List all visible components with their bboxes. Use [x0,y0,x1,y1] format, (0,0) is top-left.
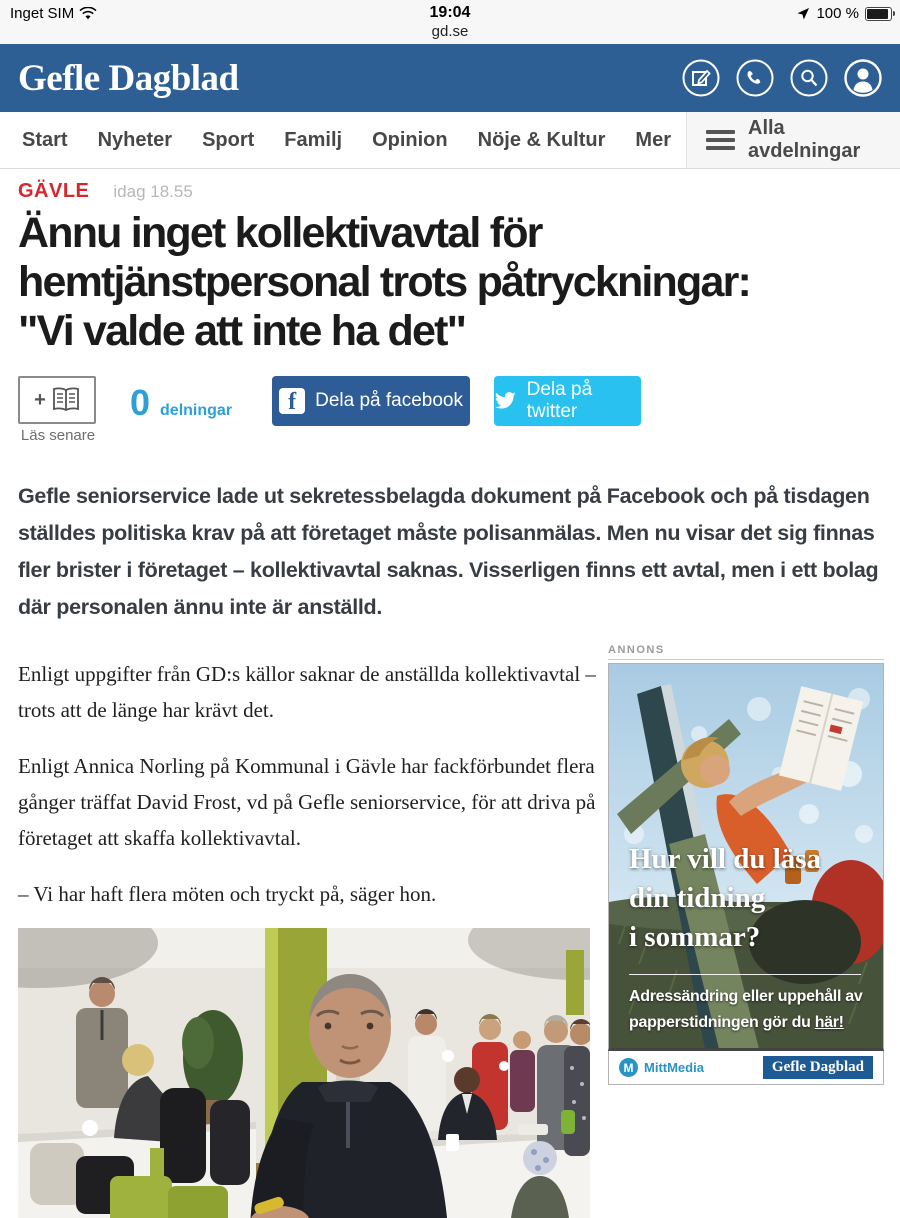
ad-body-line-prefix: papperstidningen gör du [629,1014,815,1031]
ad-label: ANNONS [608,644,884,660]
headline-line: hemtjänstpersonal trots påtryckningar: [18,258,751,306]
ad-region [608,644,884,1085]
share-count-number: 0 [130,382,151,423]
hamburger-icon [706,126,735,154]
battery-percentage: 100 % [816,5,859,22]
carrier-label: Inget SIM [10,5,75,22]
ad-headline-line: Hur vill du läsa [629,843,822,875]
share-count [130,382,232,424]
twitter-share-label: Dela på twitter [526,379,593,422]
mittmedia-icon: M [619,1058,638,1077]
article-paragraph: – Vi har haft flera möten och tryckt på, säger hon. [18,882,437,906]
url-bar[interactable]: gd.se [431,23,469,40]
site-logo[interactable]: Gefle Dagblad [18,57,239,99]
gefle-dagblad-logo[interactable]: Gefle Dagblad [763,1056,873,1079]
profile-icon[interactable] [844,59,882,97]
facebook-share-button[interactable] [272,376,470,426]
twitter-icon [494,391,517,411]
search-icon[interactable] [790,59,828,97]
clock: 19:04 [429,4,471,21]
location-icon [796,7,810,21]
share-count-label: delningar [160,402,233,419]
ad-link[interactable]: här! [814,1014,844,1031]
headline-line: "Vi valde att inte ha det" [18,307,466,355]
plus-icon: + [34,388,46,411]
nav-item-noje-kultur[interactable]: Nöje & Kultur [477,128,606,151]
article-lead: Gefle seniorservice lade ut sekretessbelagda dokument på Facebook och på tisdagen ställdes politiska krav på att företaget måste polisanmälas. Men nu visar det sig finnas fler brister i företaget – kollektivavtal saknas. Visserligen finns ett avtal, men i ett bolag där personalen ännu inte är anställd. [18,484,879,619]
nav-item-start[interactable]: Start [22,128,68,151]
primary-nav [0,112,900,169]
article-timestamp: idag 18.55 [113,182,193,201]
read-later-label: Läs senare [20,427,96,444]
article-photo[interactable] [18,928,590,1218]
share-toolbar [18,376,882,444]
all-sections-label: Alla avdelningar [748,117,861,162]
nav-item-familj[interactable]: Familj [284,128,343,151]
nav-item-sport[interactable]: Sport [202,128,255,151]
ad-headline-line: i sommar? [629,921,761,953]
masthead [0,44,900,112]
phone-icon[interactable] [736,59,774,97]
facebook-share-label: Dela på facebook [315,390,463,411]
battery-icon [865,7,892,21]
ad-body-text [629,984,862,1036]
article-body [18,656,596,912]
nav-item-opinion[interactable]: Opinion [372,128,448,151]
ad-footer [608,1051,884,1085]
nav-item-nyheter[interactable]: Nyheter [97,128,173,151]
ad-divider [629,974,861,975]
mittmedia-logo[interactable]: M MittMedia [619,1058,704,1077]
compose-icon[interactable] [682,59,720,97]
article-paragraph: Enligt uppgifter från GD:s källor saknar de anställda kollektivavtal – trots att de länge har krävt det. [18,662,596,722]
ad-body-line: Adressändring eller uppehåll av [629,988,863,1005]
all-sections-button[interactable] [686,112,900,168]
headline-line: Ännu inget kollektivavtal för [18,209,542,257]
article-photo-illustration [18,928,590,1218]
nav-item-mer[interactable]: Mer [635,128,671,151]
ad-creative[interactable] [608,663,884,1051]
ad-headline [629,840,821,957]
ad-headline-line: din tidning [629,882,766,914]
ad-body-line [629,1010,862,1036]
facebook-icon: f [279,388,305,414]
article-paragraph: Enligt Annica Norling på Kommunal i Gävle har fackförbundet flera gånger träffat David Frost, vd på Gefle seniorservice, för att driva på företaget att skaffa kollektivavtal. [18,754,596,850]
twitter-share-button[interactable] [494,376,641,426]
article-headline [18,209,882,356]
newspaper-icon [52,387,80,413]
article-kicker[interactable]: GÄVLE [18,180,90,202]
read-later-button[interactable] [18,376,98,444]
status-bar [0,0,900,45]
